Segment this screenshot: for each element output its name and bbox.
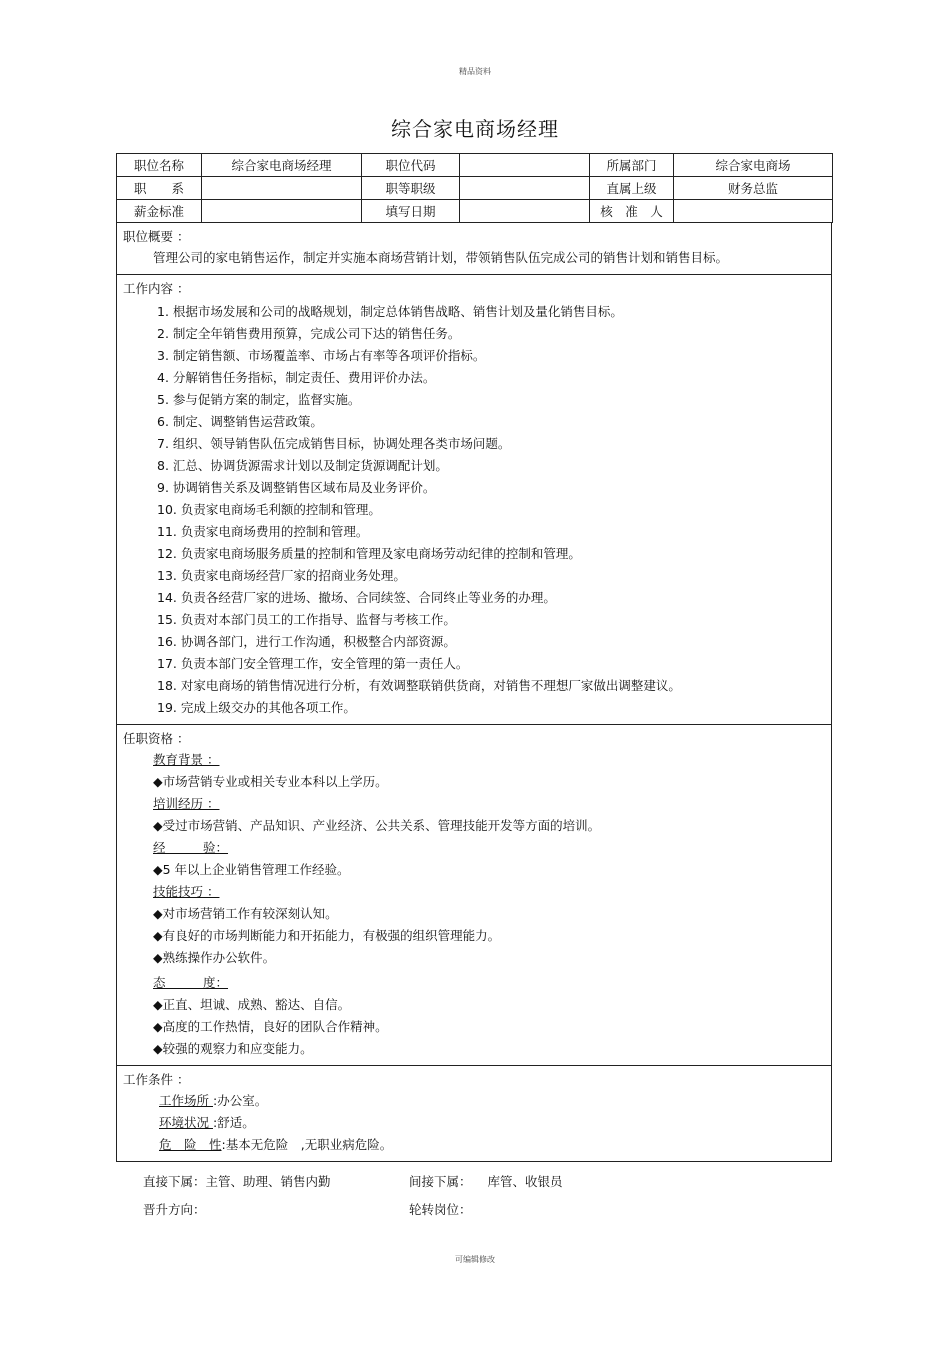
overview-title: 职位概要 ： [123, 229, 190, 244]
duty-item: 11. 负责家电商场费用的控制和管理。 [157, 524, 369, 539]
info-cell-label: 职 系 [117, 177, 202, 200]
info-cell-value: 综合家电商场 [674, 154, 833, 177]
qualification-item: ◆受过市场营销、产品知识、产业经济、公共关系、管理技能开发等方面的培训。 [153, 818, 601, 833]
qualifications-section [116, 725, 832, 1066]
info-cell-label: 填写日期 [362, 200, 460, 223]
duty-item: 16. 协调各部门，进行工作沟通，积极整合内部资源。 [157, 634, 456, 649]
duty-item: 13. 负责家电商场经营厂家的招商业务处理。 [157, 568, 406, 583]
overview-text: 管理公司的家电销售运作，制定并实施本商场营销计划，带领销售队伍完成公司的销售计划和销售目标。 [153, 250, 729, 265]
qualification-item: ◆对市场营销工作有较深刻认知。 [153, 906, 338, 921]
info-cell-value [460, 177, 590, 200]
document-title: 综合家电商场经理 [391, 117, 559, 141]
duty-item: 17. 负责本部门安全管理工作，安全管理的第一责任人。 [157, 656, 469, 671]
rotation-line [409, 1200, 472, 1218]
qualification-item: ◆5 年以上企业销售管理工作经验。 [153, 862, 350, 877]
conditions-title: 工作条件 ： [123, 1072, 190, 1087]
info-cell-value [202, 200, 362, 223]
overview-section [116, 223, 832, 275]
condition-value: :舒适。 [212, 1115, 255, 1130]
qualification-item: ◆市场营销专业或相关专业本科以上学历。 [153, 774, 388, 789]
info-cell-value [202, 177, 362, 200]
condition-value: :办公室。 [212, 1093, 268, 1108]
duty-item: 10. 负责家电商场毛利额的控制和管理。 [157, 502, 381, 517]
duty-item: 3. 制定销售额、市场覆盖率、市场占有率等各项评价指标。 [157, 348, 486, 363]
info-cell-label: 职位代码 [362, 154, 460, 177]
condition-item [159, 1090, 825, 1112]
info-cell-value [460, 200, 590, 223]
condition-label: 危 险 性 [159, 1137, 222, 1152]
info-cell-label: 薪金标准 [117, 200, 202, 223]
duty-item: 5. 参与促销方案的制定，监督实施。 [157, 392, 361, 407]
duty-item: 15. 负责对本部门员工的工作指导、监督与考核工作。 [157, 612, 456, 627]
info-row [117, 154, 833, 177]
duty-item: 19. 完成上级交办的其他各项工作。 [157, 700, 356, 715]
qualification-label-attitude: 态 度： [153, 975, 229, 990]
promotion-label: 晋升方向： [143, 1202, 206, 1217]
footer-note: 可编辑修改 [455, 1255, 495, 1264]
job-description-form [116, 153, 832, 1162]
duty-item: 4. 分解销售任务指标，制定责任、费用评价办法。 [157, 370, 436, 385]
info-row [117, 177, 833, 200]
duties-title: 工作内容 ： [123, 281, 190, 296]
info-cell-label: 直属上级 [590, 177, 674, 200]
duty-item: 18. 对家电商场的销售情况进行分析，有效调整联销供货商，对销售不理想厂家做出调整建议。 [157, 678, 681, 693]
indirect-subordinates [409, 1172, 563, 1190]
info-cell-label: 职等职级 [362, 177, 460, 200]
indirect-subordinates-value: 库管、收银员 [487, 1174, 563, 1189]
qualification-item: ◆有良好的市场判断能力和开拓能力，有极强的组织管理能力。 [153, 928, 501, 943]
info-cell-label: 职位名称 [117, 154, 202, 177]
condition-item [159, 1112, 825, 1134]
duty-item: 12. 负责家电商场服务质量的控制和管理及家电商场劳动纪律的控制和管理。 [157, 546, 581, 561]
qualification-label-skills: 技能技巧 ： [153, 884, 220, 899]
duty-item: 7. 组织、领导销售队伍完成销售目标，协调处理各类市场问题。 [157, 436, 511, 451]
basic-info-table [116, 153, 833, 223]
duty-item: 9. 协调销售关系及调整销售区域布局及业务评价。 [157, 480, 436, 495]
info-cell-value: 财务总监 [674, 177, 833, 200]
indirect-subordinates-label: 间接下属： [409, 1174, 472, 1189]
qualification-label-experience: 经 验： [153, 840, 229, 855]
qualification-item: ◆高度的工作热情，良好的团队合作精神。 [153, 1019, 388, 1034]
info-cell-label: 核 准 人 [590, 200, 674, 223]
condition-label: 环境状况 [159, 1115, 213, 1130]
duties-section [116, 275, 832, 725]
qualification-label-education: 教育背景 ： [153, 752, 220, 767]
qualification-item: ◆正直、坦诚、成熟、豁达、自信。 [153, 997, 351, 1012]
duty-item: 8. 汇总、协调货源需求计划以及制定货源调配计划。 [157, 458, 448, 473]
condition-item [159, 1134, 825, 1156]
direct-subordinates-label: 直接下属： [143, 1174, 206, 1189]
duty-item: 6. 制定、调整销售运营政策。 [157, 414, 323, 429]
qualification-item: ◆较强的观察力和应变能力。 [153, 1041, 313, 1056]
direct-subordinates-value: 主管、助理、销售内勤 [205, 1174, 331, 1189]
qualification-label-training: 培训经历 ： [153, 796, 220, 811]
info-cell-value [460, 154, 590, 177]
qualification-item: ◆熟练操作办公软件。 [153, 950, 276, 965]
qualifications-title: 任职资格 ： [123, 731, 190, 746]
duty-item: 14. 负责各经营厂家的进场、撤场、合同续签、合同终止等业务的办理。 [157, 590, 556, 605]
conditions-section [116, 1066, 832, 1162]
subordinates-line [143, 1172, 331, 1190]
info-cell-value: 综合家电商场经理 [202, 154, 362, 177]
rotation-label: 轮转岗位： [409, 1202, 472, 1217]
info-cell-value [674, 200, 833, 223]
header-note: 精品资料 [459, 67, 491, 76]
condition-value: :基本无危险 ,无职业病危险。 [221, 1137, 393, 1152]
condition-label: 工作场所 [159, 1093, 213, 1108]
duty-item: 2. 制定全年销售费用预算，完成公司下达的销售任务。 [157, 326, 461, 341]
info-row [117, 200, 833, 223]
info-cell-label: 所属部门 [590, 154, 674, 177]
duty-item: 1. 根据市场发展和公司的战略规划，制定总体销售战略、销售计划及量化销售目标。 [157, 304, 623, 319]
promotion-line [143, 1200, 206, 1218]
